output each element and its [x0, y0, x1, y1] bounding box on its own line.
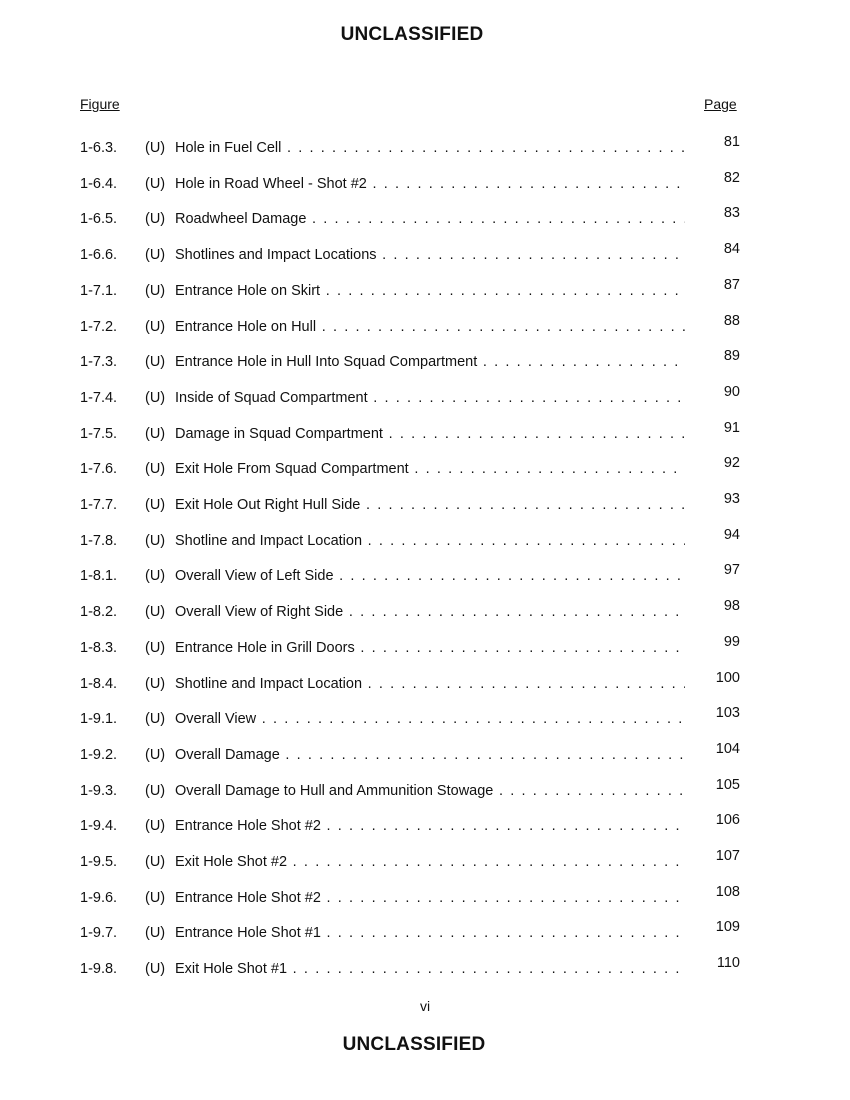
figure-number: 1-9.7. [80, 925, 118, 942]
list-item [0, 419, 850, 446]
classification-marking: (U) [145, 961, 166, 978]
list-item [0, 919, 850, 945]
figure-number: 1-6.5. [80, 211, 118, 228]
figure-number: 1-9.5. [80, 854, 118, 870]
figure-number: 1-9.1. [80, 711, 118, 728]
list-item [0, 348, 850, 374]
figure-title: Exit Hole From Squad Compartment . . . [175, 461, 685, 477]
figure-number: 1-9.3. [80, 782, 118, 799]
list-item [0, 669, 850, 696]
figure-number: 1-6.4. [80, 175, 118, 192]
classification-marking: (U) [145, 425, 166, 442]
page-number: vi [419, 998, 431, 1014]
classification-marking: (U) [145, 354, 166, 371]
figure-title: Exit Hole Shot #1 . . . [175, 961, 685, 977]
figure-title: Entrance Hole on Hull . . . [175, 319, 685, 335]
list-item [0, 205, 850, 231]
figure-number: 1-6.6. [80, 247, 118, 264]
figure-number: 1-8.3. [80, 639, 118, 656]
classification-marking: (U) [145, 140, 166, 156]
figure-number: 1-9.4. [80, 818, 118, 835]
classification-marking: (U) [145, 247, 166, 264]
classification-marking: (U) [145, 818, 166, 835]
page-reference: 108 [715, 883, 740, 900]
list-item [0, 169, 850, 196]
list-item [0, 241, 850, 267]
page-reference: 89 [723, 348, 740, 365]
classification-marking: (U) [145, 782, 166, 799]
figure-number: 1-8.4. [80, 675, 118, 692]
classification-marking: (U) [145, 746, 166, 763]
figure-title: Entrance Hole Shot #2 . . . [175, 890, 685, 906]
page-reference: 104 [715, 740, 740, 757]
page-reference: 105 [715, 776, 740, 793]
page-reference: 84 [723, 241, 740, 258]
figure-title: Entrance Hole on Skirt . . . [175, 283, 685, 299]
figure-number: 1-8.1. [80, 568, 118, 585]
page-reference: 94 [723, 526, 740, 543]
page-reference: 93 [723, 491, 740, 507]
classification-marking: (U) [145, 461, 166, 478]
list-item [0, 134, 850, 160]
figure-number: 1-7.5. [80, 425, 118, 442]
page-reference: 87 [723, 276, 740, 293]
figure-title: Hole in Road Wheel - Shot #2 . . . [175, 176, 685, 192]
classification-marking: (U) [145, 604, 166, 621]
figure-number: 1-7.7. [80, 497, 118, 513]
classification-marking: (U) [145, 925, 166, 942]
figure-number: 1-7.4. [80, 389, 118, 406]
figure-title: Entrance Hole Shot #2 . . . [175, 818, 685, 834]
list-item [0, 455, 850, 481]
list-item [0, 883, 850, 910]
page-reference: 99 [723, 633, 740, 650]
figure-title: Inside of Squad Compartment . . . [175, 390, 685, 406]
list-item [0, 740, 850, 767]
figure-title: Overall Damage . . . [175, 747, 685, 763]
page-column-header: Page [704, 96, 737, 112]
page-reference: 88 [723, 312, 740, 329]
list-item [0, 955, 850, 981]
figure-number: 1-9.2. [80, 746, 118, 763]
figure-title: Overall View of Left Side . . . [175, 568, 685, 584]
figure-number: 1-7.1. [80, 282, 118, 299]
classification-footer: UNCLASSIFIED [342, 1034, 486, 1055]
figure-title: Exit Hole Out Right Hull Side . . . [175, 497, 685, 513]
page-reference: 98 [723, 598, 740, 615]
classification-marking: (U) [145, 639, 166, 656]
list-item [0, 276, 850, 303]
figure-title: Overall View . . . [175, 711, 685, 727]
page-reference: 97 [723, 562, 740, 579]
list-item [0, 848, 850, 874]
figure-number: 1-6.3. [80, 140, 118, 156]
classification-marking: (U) [145, 389, 166, 406]
figure-title: Entrance Hole in Hull Into Squad Compartment . . . [175, 354, 685, 370]
page-reference: 100 [715, 669, 740, 686]
list-item [0, 776, 850, 803]
classification-marking: (U) [145, 175, 166, 192]
figure-title: Entrance Hole in Grill Doors . . . [175, 640, 685, 656]
classification-marking: (U) [145, 497, 166, 513]
figure-title: Damage in Squad Compartment . . . [175, 426, 685, 442]
page-reference: 92 [723, 455, 740, 472]
list-item [0, 491, 850, 517]
figure-number: 1-7.3. [80, 354, 118, 371]
classification-marking: (U) [145, 532, 166, 549]
classification-marking: (U) [145, 568, 166, 585]
classification-marking: (U) [145, 211, 166, 228]
classification-header: UNCLASSIFIED [340, 24, 484, 45]
figure-title: Shotlines and Impact Locations . . . [175, 247, 685, 263]
classification-marking: (U) [145, 318, 166, 335]
figure-title: Roadwheel Damage . . . [175, 211, 685, 227]
figure-title: Shotline and Impact Location . . . [175, 533, 685, 549]
figure-title: Overall Damage to Hull and Ammunition Stowage . . . [175, 783, 685, 799]
figure-title: Overall View of Right Side . . . [175, 604, 685, 620]
figure-title: Hole in Fuel Cell . . . [175, 140, 685, 156]
page-reference: 81 [723, 134, 740, 150]
figure-number: 1-7.6. [80, 461, 118, 478]
figure-number: 1-9.8. [80, 961, 118, 978]
figure-number: 1-8.2. [80, 604, 118, 621]
figure-number: 1-7.2. [80, 318, 118, 335]
list-item [0, 598, 850, 624]
page-reference: 109 [715, 919, 740, 936]
figure-title: Exit Hole Shot #2 . . . [175, 854, 685, 870]
list-item [0, 312, 850, 339]
page-reference: 90 [723, 383, 740, 400]
classification-marking: (U) [145, 675, 166, 692]
classification-marking: (U) [145, 854, 166, 870]
figure-column-header: Figure [80, 96, 120, 112]
page-reference: 103 [715, 705, 740, 722]
page-reference: 83 [723, 205, 740, 222]
page-reference: 110 [716, 955, 740, 972]
figure-title: Shotline and Impact Location . . . [175, 676, 685, 692]
list-item [0, 562, 850, 588]
page-reference: 82 [723, 169, 740, 186]
classification-marking: (U) [145, 889, 166, 906]
figure-title: Entrance Hole Shot #1 . . . [175, 925, 685, 941]
list-item [0, 705, 850, 731]
page-reference: 91 [723, 419, 740, 436]
list-item [0, 526, 850, 553]
page-reference: 106 [715, 812, 740, 829]
figure-number: 1-9.6. [80, 889, 118, 906]
figure-number: 1-7.8. [80, 532, 118, 549]
list-item [0, 633, 850, 660]
classification-marking: (U) [145, 282, 166, 299]
list-item [0, 383, 850, 410]
list-item [0, 812, 850, 838]
classification-marking: (U) [145, 711, 166, 728]
page-reference: 107 [715, 848, 740, 864]
